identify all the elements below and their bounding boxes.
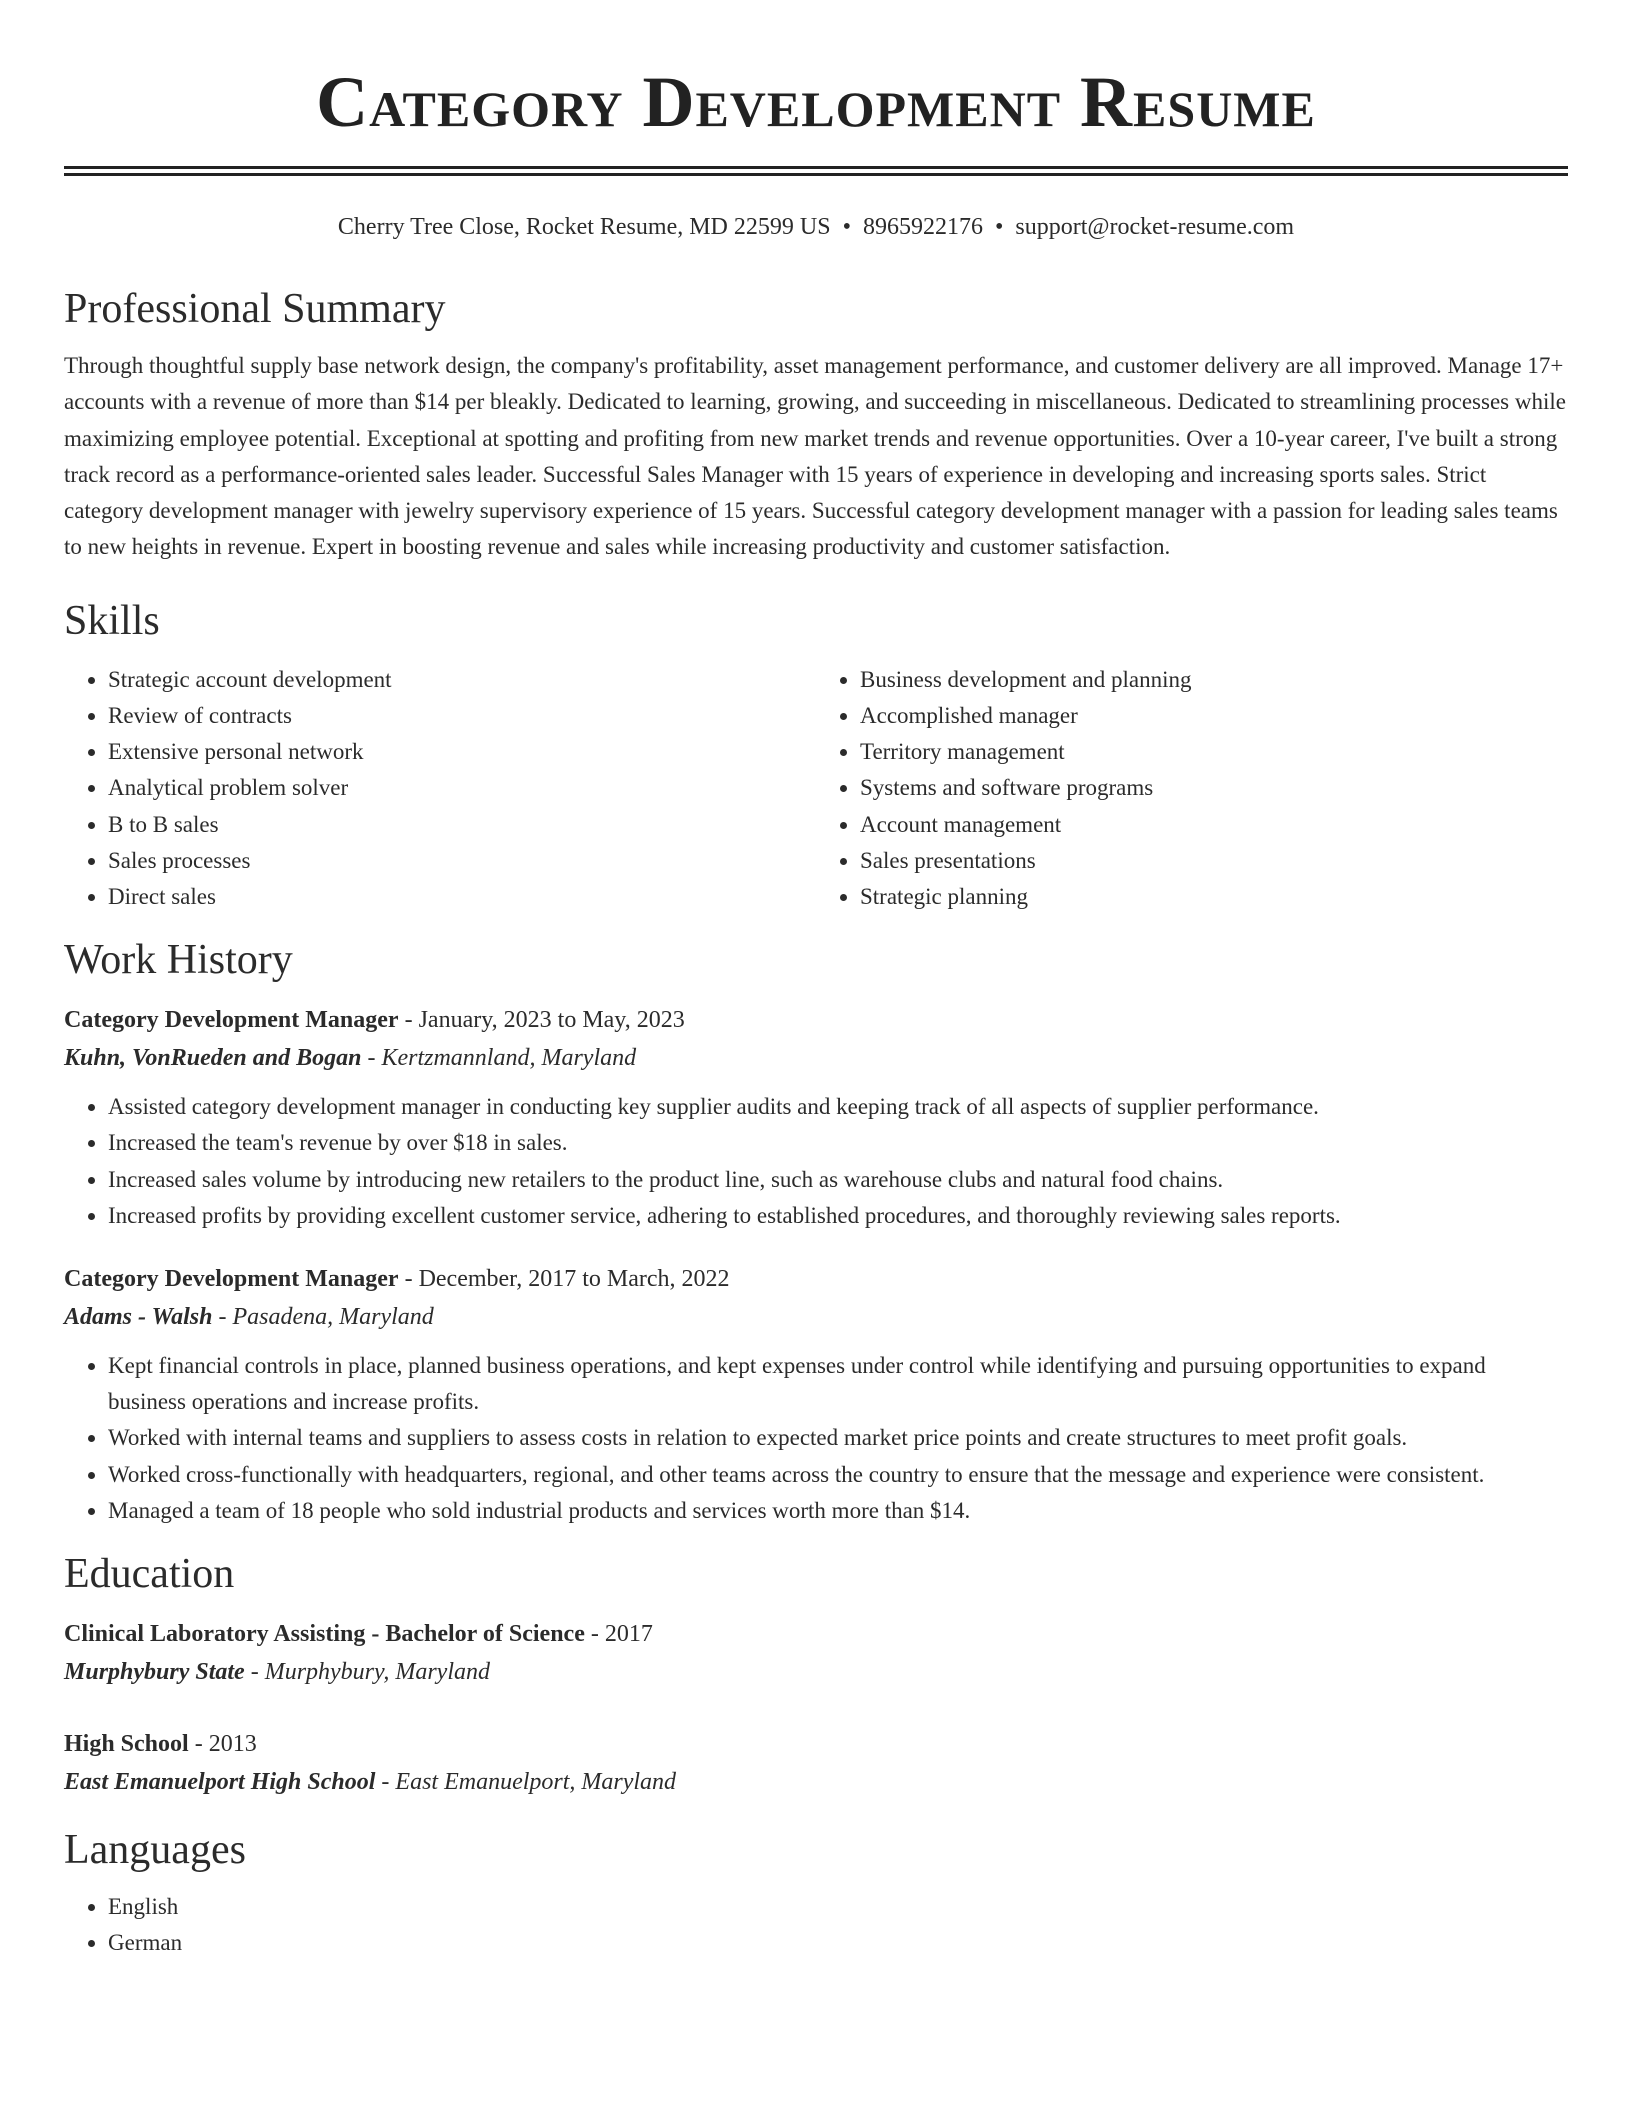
education-school: Murphybury State xyxy=(64,1659,245,1686)
job-bullet: • Managed a team of 18 people who sold industrial products and services worth more than $14. xyxy=(108,1493,1568,1529)
job-company: Kuhn, VonRueden and Bogan xyxy=(64,1045,362,1072)
skills-heading: Skills xyxy=(64,597,160,644)
education-location: - East Emanuelport, Maryland xyxy=(375,1769,677,1796)
education-degree: Clinical Laboratory Assisting - Bachelor of Science xyxy=(64,1621,585,1648)
skill-item: • Systems and software programs xyxy=(860,770,1568,806)
job-bullet: • Increased sales volume by introducing new retailers to the product line, such as warehouse clubs and natural food chains. xyxy=(108,1162,1568,1198)
skill-item: • Sales processes xyxy=(108,843,816,879)
summary-heading: Professional Summary xyxy=(64,286,446,332)
job-title: Category Development Manager xyxy=(64,1007,399,1034)
skills-columns xyxy=(64,662,1568,915)
education-entry xyxy=(64,1615,1568,1691)
contact-line xyxy=(64,212,1568,242)
job-company: Adams - Walsh xyxy=(64,1304,213,1331)
education-school-line xyxy=(64,1653,1568,1691)
work-history-heading: Work History xyxy=(64,937,293,984)
contact-separator: • xyxy=(842,214,851,240)
skills-list-right xyxy=(816,662,1568,915)
education-degree: High School xyxy=(64,1731,189,1758)
language-item: • English xyxy=(108,1889,1568,1925)
education-year: - 2013 xyxy=(188,1731,257,1758)
contact-address: Cherry Tree Close, Rocket Resume, MD 22599 US xyxy=(337,214,831,240)
languages-list xyxy=(64,1889,1568,1961)
contact-separator: • xyxy=(994,214,1004,240)
education-entry xyxy=(64,1725,1568,1801)
skill-item: • Account management xyxy=(860,807,1568,843)
education-school-line xyxy=(64,1763,1568,1801)
job-bullet: • Kept financial controls in place, planned business operations, and kept expenses under control while identifying and pursuing opportunities to expand business operations and increase profits. xyxy=(108,1348,1568,1420)
education-location: - Murphybury, Maryland xyxy=(244,1659,490,1686)
skill-item: • Analytical problem solver xyxy=(108,770,816,806)
education-heading: Education xyxy=(64,1551,235,1598)
job-entry xyxy=(64,1260,1568,1529)
job-bullet: • Increased profits by providing excellent customer service, adhering to established procedures, and thoroughly reviewing sales reports. xyxy=(108,1198,1568,1234)
summary-text: Through thoughtful supply base network design, the company's profitability, asset management performance, and customer delivery are all improved. Manage 17+ accounts with a revenue of more than $14 per bleakly. Dedicated to learning, growing, and succeeding in miscellaneous. Dedicated to streamlining processes while maximizing employee potential. Exceptional at spotting and profiting from new market trends and revenue opportunities. Over a 10-year career, I've built a strong track record as a performance-oriented sales leader. Successful Sales Manager with 15 years of experience in developing and increasing sports sales. Strict category development manager with jewelry supervisory experience of 15 years. Successful category development manager with a passion for leading sales teams to new heights in revenue. Expert in boosting revenue and sales while increasing productivity and customer satisfaction. xyxy=(64,353,1566,560)
skill-item: • Sales presentations xyxy=(860,843,1568,879)
education-year: - 2017 xyxy=(584,1621,653,1648)
education-degree-line xyxy=(64,1725,1568,1763)
job-dates: - December, 2017 to March, 2022 xyxy=(398,1266,730,1293)
skill-item: • Direct sales xyxy=(108,879,816,915)
contact-email: support@rocket-resume.com xyxy=(1015,214,1295,240)
skills-list-left xyxy=(64,662,816,915)
title-double-rule xyxy=(64,166,1568,176)
education-degree-line xyxy=(64,1615,1568,1653)
skill-item: • Business development and planning xyxy=(860,662,1568,698)
job-bullet: • Assisted category development manager in conducting key supplier audits and keeping track of all aspects of supplier performance. xyxy=(108,1089,1568,1125)
skill-item: • Review of contracts xyxy=(108,698,816,734)
skill-item: • Territory management xyxy=(860,734,1568,770)
job-entry xyxy=(64,1001,1568,1234)
job-company-line xyxy=(64,1039,1568,1077)
skill-item: • Accomplished manager xyxy=(860,698,1568,734)
language-item: • German xyxy=(108,1925,1568,1961)
education-school: East Emanuelport High School xyxy=(64,1769,376,1796)
resume-title: Category Development Resume xyxy=(316,62,1316,142)
job-title-line xyxy=(64,1260,1568,1298)
job-bullet: • Worked with internal teams and suppliers to assess costs in relation to expected market price points and create structures to meet profit goals. xyxy=(108,1420,1568,1456)
skill-item: • Strategic account development xyxy=(108,662,816,698)
job-title: Category Development Manager xyxy=(64,1266,399,1293)
contact-phone: 8965922176 xyxy=(862,214,983,240)
skill-item: • B to B sales xyxy=(108,807,816,843)
job-company-line xyxy=(64,1298,1568,1336)
job-bullet: • Increased the team's revenue by over $18 in sales. xyxy=(108,1125,1568,1161)
job-bullets xyxy=(64,1089,1568,1234)
job-bullet: • Worked cross-functionally with headquarters, regional, and other teams across the country to ensure that the message and experience were consistent. xyxy=(108,1457,1568,1493)
skill-item: • Extensive personal network xyxy=(108,734,816,770)
job-bullets xyxy=(64,1348,1568,1529)
job-dates: - January, 2023 to May, 2023 xyxy=(398,1007,685,1034)
skill-item: • Strategic planning xyxy=(860,879,1568,915)
languages-heading: Languages xyxy=(64,1827,246,1874)
job-location: - Kertzmannland, Maryland xyxy=(361,1045,637,1072)
job-location: - Pasadena, Maryland xyxy=(212,1304,434,1331)
job-title-line xyxy=(64,1001,1568,1039)
